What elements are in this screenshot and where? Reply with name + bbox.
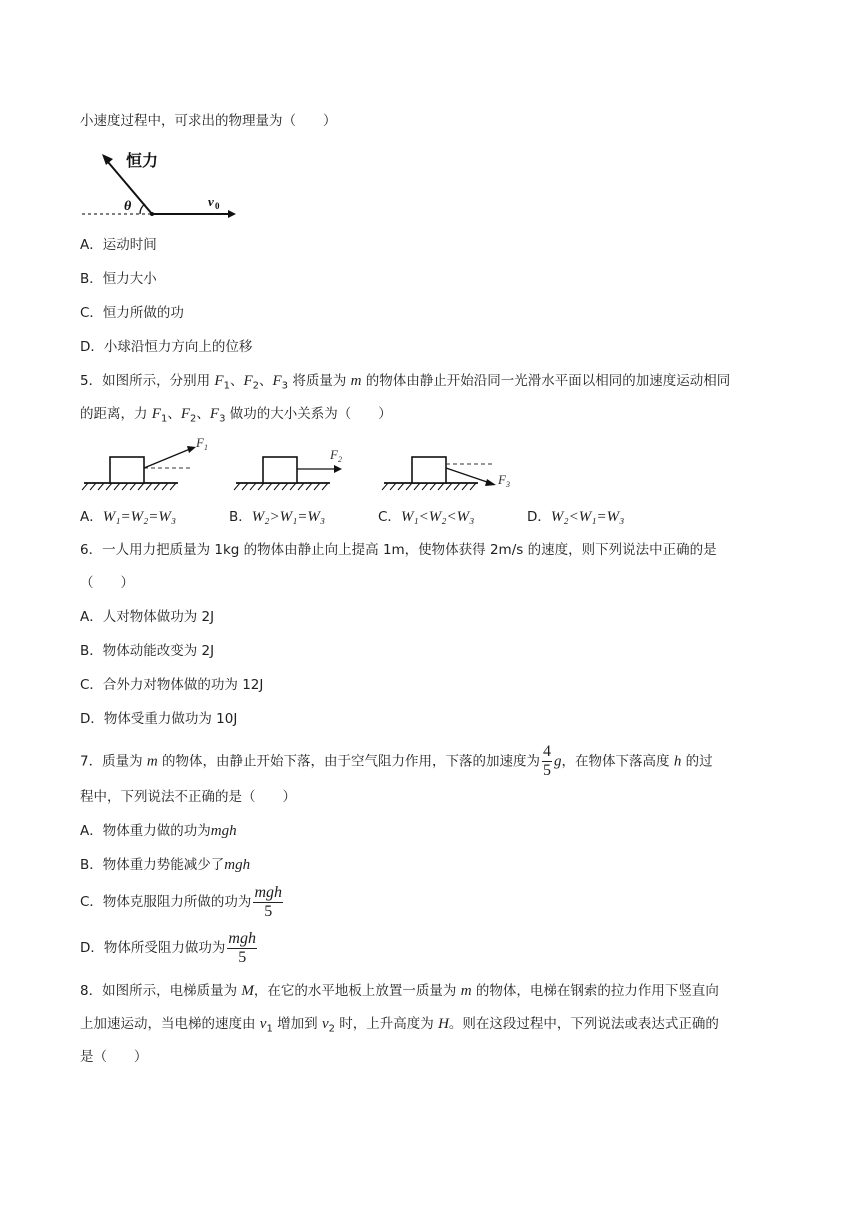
q8-stem-line2: 上加速运动，当电梯的速度由 $v_1$ 增加到 $v_2$ 时，上升高度为 H。则在这段过程中，下列说法或表达式正确的: [80, 1016, 719, 1035]
q5-option-b: B．W₂>W₁=W₃: [229, 509, 326, 525]
q5-stem-line1: 5．如图所示，分别用 $F_1$、$F_2$、$F_3$ 将质量为 m 的物体由静止开始沿同一光滑水平面以相同的加速度运动相同: [80, 373, 731, 392]
q4-fig-v0: v: [208, 194, 214, 209]
q7-option-c: C．物体克服阻力所做的功为 $\frac{\text{mgh}}{5}$: [80, 883, 282, 920]
q6-option-a: A．人对物体做功为 2J: [80, 609, 215, 625]
q8-stem-line1: 8．如图所示，电梯质量为 M，在它的水平地板上放置一质量为 m 的物体，电梯在钢索的拉力作用下竖直向: [80, 983, 719, 999]
q7-option-b: B．物体重力势能减少了mgh: [80, 857, 251, 873]
q4-force-figure: [78, 142, 238, 222]
q8-stem-line3: 是（ ）: [80, 1049, 148, 1065]
q5-fig-f2: $F_2$: [330, 447, 342, 464]
q7-stem-line1: 7．质量为 m 的物体，由静止开始下落，由于空气阻力作用，下落的加速度为 $\frac{4}{5}$ g，在物体下落高度 h 的过: [80, 743, 713, 779]
q5-figure-1: [82, 436, 208, 490]
q5-fig-f3: $F_3$: [498, 472, 510, 489]
q7-option-a: A．物体重力做的功为mgh: [80, 823, 237, 839]
q4-option-d: D．小球沿恒力方向上的位移: [80, 339, 253, 355]
q5-block-figures: [78, 436, 538, 496]
q5-option-c: C．W₁<W₂<W₃: [378, 509, 475, 525]
q5-stem-line2: 的距离，力 $F_1$、$F_2$、$F_3$ 做功的大小关系为（ ）: [80, 406, 392, 425]
q4-option-b: B．恒力大小: [80, 271, 157, 287]
q4-option-a: A．运动时间: [80, 237, 157, 253]
q5-fig-f1: $F_1$: [196, 436, 208, 452]
q5-option-d: D．W₂<W₁=W₃: [527, 509, 625, 525]
q5-option-a: A．W₁=W₂=W₃: [80, 509, 177, 525]
q6-stem-line2: （ ）: [80, 575, 134, 591]
q4-fig-theta: θ: [124, 199, 132, 214]
q7-option-d: D．物体所受阻力做功为 $\frac{\text{mgh}}{5}$: [80, 929, 256, 966]
q7-option-d-fraction: $\frac{\text{mgh}}{5}$: [228, 929, 256, 966]
q6-option-d: D．物体受重力做功为 10J: [80, 711, 238, 727]
q4-fig-label: 恒力: [126, 153, 159, 170]
q5-figure-3: [382, 457, 510, 490]
q4-stem-tail: 小速度过程中，可求出的物理量为（ ）: [80, 113, 337, 129]
q6-option-b: B．物体动能改变为 2J: [80, 643, 215, 659]
q4-option-c: C．恒力所做的功: [80, 305, 184, 321]
q7-fraction: $\frac{4}{5}$: [543, 743, 552, 779]
q6-stem-line1: 6．一人用力把质量为 1kg 的物体由静止向上提高 1m，使物体获得 2m/s 的速度，则下列说法中正确的是: [80, 542, 717, 558]
q7-stem-line2: 程中，下列说法不正确的是（ ）: [80, 789, 296, 805]
q6-option-c: C．合外力对物体做的功为 12J: [80, 677, 264, 693]
q5-figure-2: [234, 447, 342, 490]
q4-fig-v0-sub: 0: [215, 201, 220, 211]
q7-option-c-fraction: $\frac{\text{mgh}}{5}$: [254, 883, 282, 920]
